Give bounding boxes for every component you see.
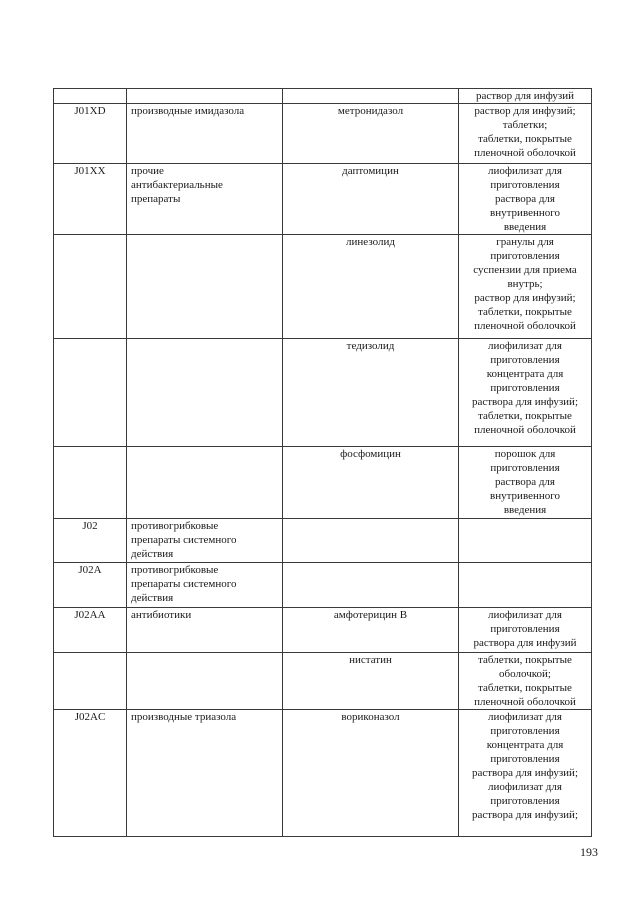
dosage-form-line: раствора для инфузий;: [471, 767, 579, 779]
atc-code-cell: J02A: [54, 563, 127, 608]
medication-table-body: [54, 89, 592, 837]
anatomical-group-line: прочие: [131, 165, 164, 177]
dosage-form-line: пленочной оболочкой: [474, 424, 576, 436]
dosage-form-line: гранулы для: [496, 236, 554, 248]
table-row: [54, 608, 592, 653]
atc-code-cell: J01XD: [54, 104, 127, 164]
dosage-form-line: приготовления: [490, 753, 560, 765]
dosage-form-cell: [459, 89, 592, 104]
table-row: [54, 164, 592, 235]
dosage-form-cell: [459, 653, 592, 710]
dosage-form-cell: [459, 447, 592, 519]
anatomical-group-cell: [127, 164, 283, 235]
dosage-form-cell: [459, 519, 592, 563]
dosage-form-line: приготовления: [490, 795, 560, 807]
dosage-form-line: пленочной оболочкой: [474, 147, 576, 159]
dosage-form-line: лиофилизат для: [488, 609, 562, 621]
drug-name-cell: тедизолид: [283, 339, 459, 447]
drug-name-cell: вориконазол: [283, 710, 459, 837]
dosage-form-line: приготовления: [490, 382, 560, 394]
medication-table: [53, 88, 592, 837]
dosage-form-line: раствора для инфузий;: [471, 809, 579, 821]
table-row: [54, 519, 592, 563]
dosage-form-line: таблетки, покрытые: [478, 133, 572, 145]
dosage-form-line: пленочной оболочкой: [474, 320, 576, 332]
dosage-form-line: пленочной оболочкой: [474, 696, 576, 708]
drug-name-cell: [283, 519, 459, 563]
drug-name-cell: метронидазол: [283, 104, 459, 164]
atc-code-cell: J01XX: [54, 164, 127, 235]
anatomical-group-line: производные триазола: [131, 711, 237, 723]
dosage-form-line: порошок для: [494, 448, 556, 460]
drug-name-cell: амфотерицин В: [283, 608, 459, 653]
dosage-form-line: внутрь;: [507, 278, 543, 290]
drug-name-cell: нистатин: [283, 653, 459, 710]
dosage-form-line: лиофилизат для: [488, 781, 562, 793]
table-row: [54, 447, 592, 519]
dosage-form-line: внутривенного: [490, 207, 560, 219]
dosage-form-line: концентрата для: [486, 739, 564, 751]
atc-code-cell: [54, 653, 127, 710]
table-row: [54, 710, 592, 837]
atc-code-cell: J02: [54, 519, 127, 563]
page-number: 193: [580, 845, 598, 859]
drug-name-cell: фосфомицин: [283, 447, 459, 519]
dosage-form-line: раствора для: [495, 193, 555, 205]
dosage-form-line: оболочкой;: [499, 668, 551, 680]
drug-name-cell: даптомицин: [283, 164, 459, 235]
dosage-form-cell: [459, 235, 592, 339]
anatomical-group-line: препараты системного: [131, 534, 237, 546]
dosage-form-line: приготовления: [490, 179, 560, 191]
dosage-form-line: концентрата для: [486, 368, 564, 380]
dosage-form-line: раствора для: [495, 476, 555, 488]
anatomical-group-line: действия: [131, 548, 174, 560]
dosage-form-line: введения: [503, 504, 547, 516]
dosage-form-line: приготовления: [490, 354, 560, 366]
anatomical-group-line: препараты системного: [131, 578, 237, 590]
table-row: [54, 89, 592, 104]
dosage-form-line: лиофилизат для: [488, 711, 562, 723]
table-row: [54, 653, 592, 710]
anatomical-group-cell: [127, 519, 283, 563]
dosage-form-line: таблетки, покрытые: [478, 682, 572, 694]
table-row: [54, 339, 592, 447]
anatomical-group-cell: [127, 710, 283, 837]
dosage-form-line: раствора для инфузий;: [471, 396, 579, 408]
dosage-form-line: введения: [503, 221, 547, 233]
anatomical-group-line: противогрибковые: [131, 564, 219, 576]
anatomical-group-line: антибиотики: [131, 609, 192, 621]
dosage-form-cell: [459, 164, 592, 235]
atc-code-cell: [54, 89, 127, 104]
dosage-form-line: таблетки, покрытые: [478, 306, 572, 318]
anatomical-group-cell: [127, 235, 283, 339]
drug-name-cell: [283, 563, 459, 608]
dosage-form-line: приготовления: [490, 462, 560, 474]
dosage-form-line: приготовления: [490, 250, 560, 262]
anatomical-group-line: действия: [131, 592, 174, 604]
dosage-form-line: раствор для инфузий;: [474, 292, 576, 304]
dosage-form-line: таблетки, покрытые: [478, 410, 572, 422]
atc-code-cell: J02AA: [54, 608, 127, 653]
drug-name-cell: [283, 89, 459, 104]
anatomical-group-line: антибактериальные: [131, 179, 223, 191]
dosage-form-line: суспензии для приема: [473, 264, 577, 276]
dosage-form-cell: [459, 104, 592, 164]
table-row: [54, 104, 592, 164]
anatomical-group-cell: [127, 339, 283, 447]
anatomical-group-cell: [127, 447, 283, 519]
dosage-form-line: лиофилизат для: [488, 165, 562, 177]
dosage-form-line: приготовления: [490, 725, 560, 737]
dosage-form-line: раствор для инфузий;: [474, 105, 576, 117]
drug-name-cell: линезолид: [283, 235, 459, 339]
table-row: [54, 563, 592, 608]
atc-code-cell: [54, 447, 127, 519]
anatomical-group-cell: [127, 89, 283, 104]
anatomical-group-line: препараты: [131, 193, 181, 205]
anatomical-group-cell: [127, 104, 283, 164]
dosage-form-line: приготовления: [490, 623, 560, 635]
atc-code-cell: J02AC: [54, 710, 127, 837]
dosage-form-cell: [459, 710, 592, 837]
dosage-form-line: таблетки;: [502, 119, 548, 131]
anatomical-group-cell: [127, 563, 283, 608]
dosage-form-cell: [459, 608, 592, 653]
dosage-form-line: таблетки, покрытые: [478, 654, 572, 666]
anatomical-group-line: противогрибковые: [131, 520, 219, 532]
dosage-form-line: раствора для инфузий: [473, 637, 577, 649]
anatomical-group-cell: [127, 608, 283, 653]
anatomical-group-cell: [127, 653, 283, 710]
atc-code-cell: [54, 339, 127, 447]
dosage-form-line: внутривенного: [490, 490, 560, 502]
dosage-form-cell: [459, 563, 592, 608]
dosage-form-cell: [459, 339, 592, 447]
atc-code-cell: [54, 235, 127, 339]
table-row: [54, 235, 592, 339]
dosage-form-line: лиофилизат для: [488, 340, 562, 352]
anatomical-group-line: производные имидазола: [131, 105, 245, 117]
dosage-form-line: раствор для инфузий: [475, 90, 575, 102]
